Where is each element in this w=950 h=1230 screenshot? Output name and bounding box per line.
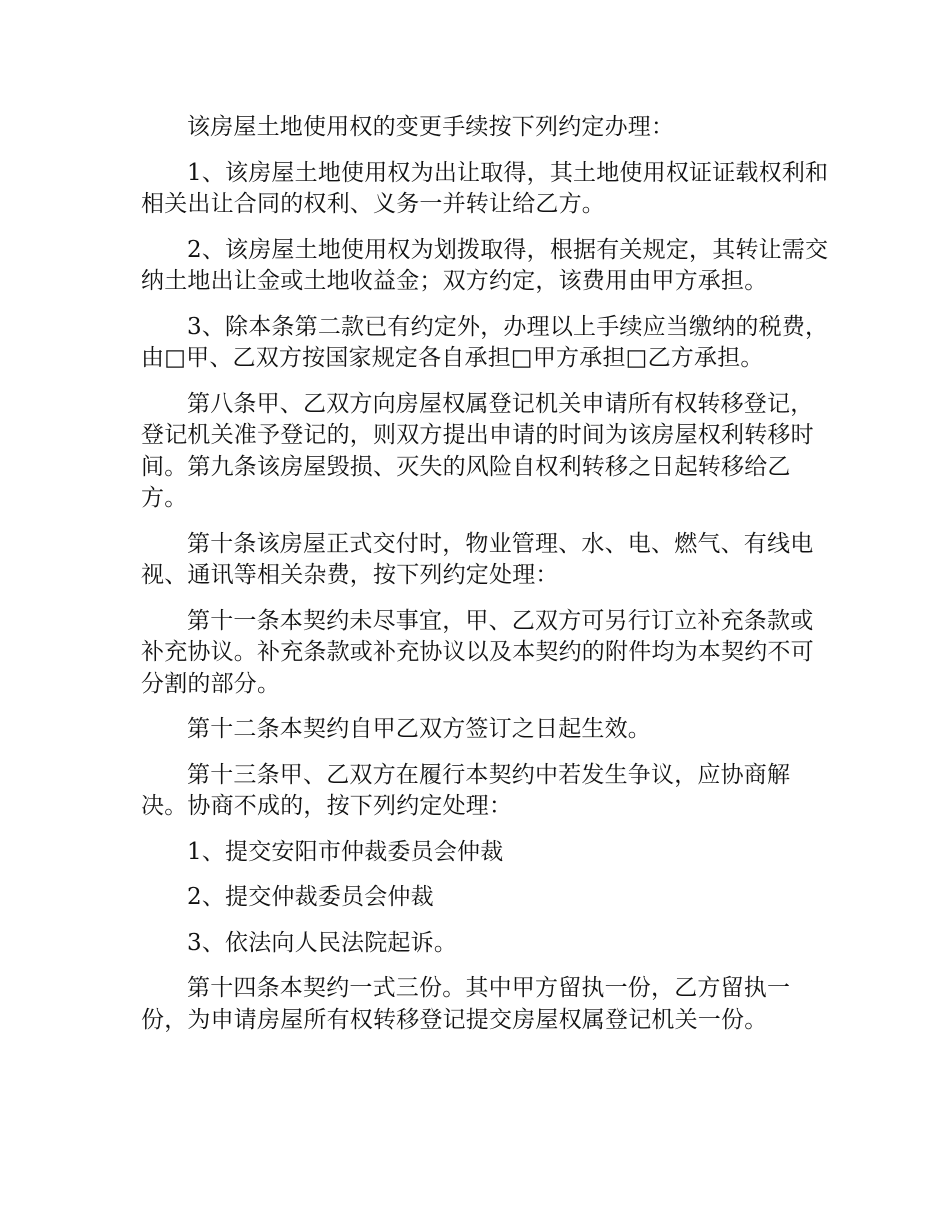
paragraph-article-10: 第十条该房屋正式交付时，物业管理、水、电、燃气、有线电视、通讯等相关杂费，按下列约定处理： xyxy=(141,530,814,588)
paragraph-tax-fees: 3、除本条第二款已有约定外，办理以上手续应当缴纳的税费，由□甲、乙双方按国家规定各自承担□甲方承担□乙方承担。 xyxy=(141,313,829,371)
paragraph-article-11: 第十一条本契约未尽事宜，甲、乙双方可另行订立补充条款或补充协议。补充条款或补充协议以及本契约的附件均为本契约不可分割的部分。 xyxy=(141,607,814,697)
paragraph-transfer-rights: 1、该房屋土地使用权为出让取得，其土地使用权证证载权利和相关出让合同的权利、义务一并转让给乙方。 xyxy=(141,159,829,217)
paragraph-court-option: 3、依法向人民法院起诉。 xyxy=(187,929,458,956)
paragraph-article-8-9: 第八条甲、乙双方向房屋权属登记机关申请所有权转移登记，登记机关准予登记的，则双方提出申请的时间为该房屋权利转移时间。第九条该房屋毁损、灭失的风险自权利转移之日起转移给乙方。 xyxy=(141,390,814,511)
paragraph-land-use-change: 该房屋土地使用权的变更手续按下列约定办理： xyxy=(187,114,675,140)
paragraph-arbitration-option-2: 2、提交仲裁委员会仲裁 xyxy=(187,884,434,910)
paragraph-article-14: 第十四条本契约一式三份。其中甲方留执一份，乙方留执一份，为申请房屋所有权转移登记提交房屋权属登记机关一份。 xyxy=(141,975,791,1033)
paragraph-allocated-land: 2、该房屋土地使用权为划拨取得，根据有关规定，其转让需交纳土地出让金或土地收益金；双方约定，该费用由甲方承担。 xyxy=(141,236,829,294)
document-body xyxy=(141,112,831,1050)
paragraph-article-12: 第十二条本契约自甲乙双方签订之日起生效。 xyxy=(187,716,651,742)
paragraph-article-13: 第十三条甲、乙双方在履行本契约中若发生争议，应协商解决。协商不成的，按下列约定处理： xyxy=(141,761,791,819)
paragraph-arbitration-option-1: 1、提交安阳市仲裁委员会仲裁 xyxy=(187,838,504,865)
